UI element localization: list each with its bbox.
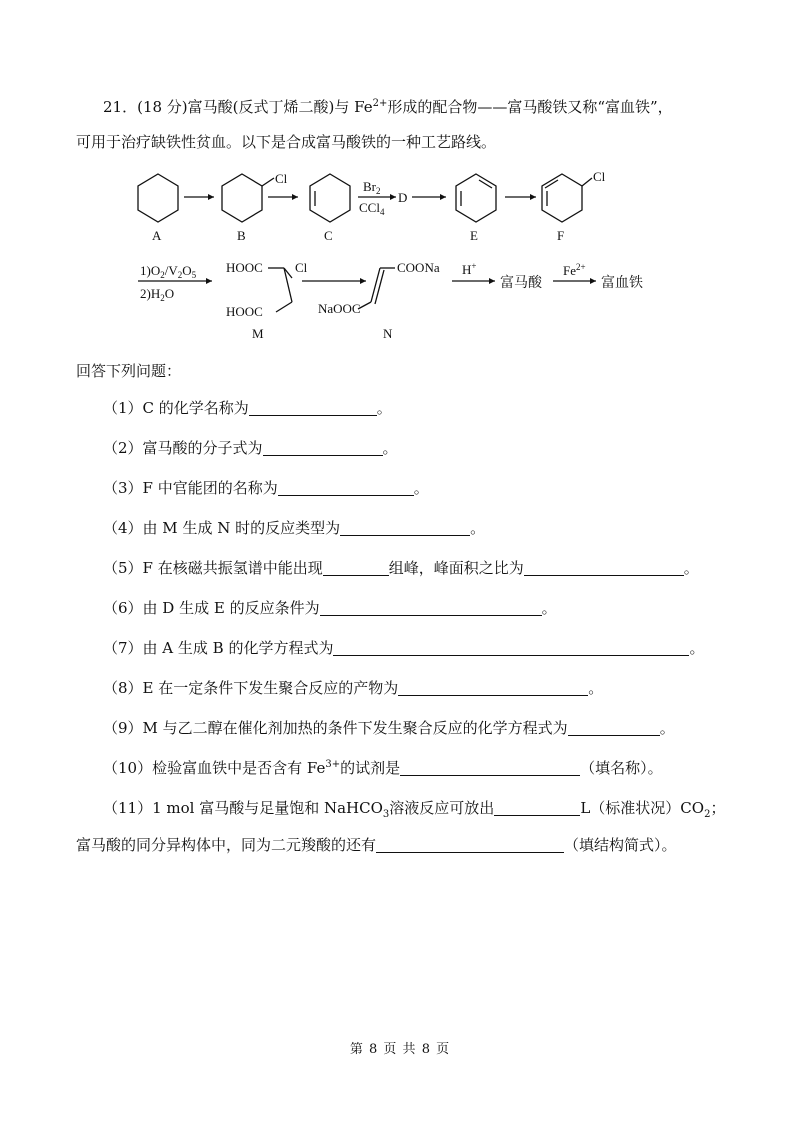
item-1: （1）C 的化学名称为 。 [103, 399, 392, 417]
molecule-a-ring [138, 174, 178, 222]
item-7: （7）由 A 生成 B 的化学方程式为 。 [103, 639, 705, 657]
molecule-m-bond-4 [276, 302, 292, 312]
answer-blank-5b[interactable] [524, 559, 684, 576]
answer-blank-10[interactable] [400, 759, 580, 776]
answer-blank-9[interactable] [568, 719, 660, 736]
item-3: （3）F 中官能团的名称为 。 [103, 479, 429, 497]
item-4: （4）由 M 生成 N 时的反应类型为 。 [103, 519, 486, 537]
label-f: F [557, 228, 565, 243]
reagent-ccl4: CCl$_4$ [359, 200, 385, 217]
label-c: C [324, 228, 333, 243]
label-a: A [152, 228, 162, 243]
reagent-h2o: $2)H_2O$ [140, 286, 175, 303]
molecule-m-cl: Cl [295, 260, 308, 275]
item-11-line2: 富马酸的同分异构体中，同为二元羧酸的还有 （填结构简式）。 [76, 836, 677, 854]
answer-blank-11a[interactable] [494, 799, 580, 816]
answer-blank-7[interactable] [333, 639, 689, 656]
reagent-o2-v2o5: $1)O_2/V_2O_5$ [140, 263, 197, 280]
answer-blank-11b[interactable] [376, 836, 564, 853]
question-intro-line2: 可用于治疗缺铁性贫血。以下是合成富马酸铁的一种工艺路线。 [76, 133, 497, 151]
molecule-m-hooc-top: HOOC [226, 260, 263, 275]
item-11: （11）1 mol 富马酸与足量饱和 NaHCO$_3$溶液反应可放出 L（标准状况）$CO_2$； [103, 799, 726, 820]
product-label: 富血铁 [601, 275, 643, 291]
answer-blank-6[interactable] [320, 599, 542, 616]
answer-blank-5a[interactable] [323, 559, 389, 576]
molecule-f-double-bond-2 [545, 180, 558, 188]
molecule-b-ring [222, 174, 262, 222]
molecule-c-ring [310, 174, 350, 222]
answer-prompt: 回答下列问题： [76, 362, 182, 380]
molecule-n-coona: COONa [397, 260, 440, 275]
molecule-b-cl-bond [262, 178, 274, 186]
item-2: （2）富马酸的分子式为 。 [103, 439, 398, 457]
molecule-n-naooc: NaOOC [318, 301, 361, 316]
label-m: M [252, 326, 264, 341]
label-b: B [237, 228, 246, 243]
item-9: （9）M 与乙二醇在催化剂加热的条件下发生聚合反应的化学方程式为 。 [103, 719, 675, 737]
molecule-n-double-bond-a [371, 268, 380, 302]
item-10: （10）检验富血铁中是否含有 $Fe^{3+}$的试剂是 （填名称）。 [103, 759, 663, 777]
molecule-e-double-bond-2 [479, 180, 492, 188]
fumaric-acid-label: 富马酸 [500, 275, 542, 291]
cl-on-b: Cl [275, 171, 288, 186]
cl-on-f: Cl [593, 169, 606, 184]
molecule-m-hooc-bottom: HOOC [226, 304, 263, 319]
item-5: （5）F 在核磁共振氢谱中能出现 组峰，峰面积之比为 。 [103, 559, 699, 577]
intro-charge: 2+ [372, 98, 388, 109]
item-6: （6）由 D 生成 E 的反应条件为 。 [103, 599, 557, 617]
answer-blank-3[interactable] [278, 479, 414, 496]
answer-blank-4[interactable] [340, 519, 470, 536]
label-e: E [470, 228, 478, 243]
intro-text-a: 21．(18 分)富马酸(反式丁烯二酸)与 Fe [103, 98, 373, 116]
answer-blank-1[interactable] [249, 399, 377, 416]
answer-blank-8[interactable] [398, 679, 588, 696]
molecule-f-cl-bond [582, 178, 592, 186]
molecule-f-ring [542, 174, 582, 222]
label-n: N [383, 326, 393, 341]
reagent-h-plus: H+ [462, 261, 477, 277]
reagent-br2: $Br_2$ [363, 179, 381, 196]
item-8: （8）E 在一定条件下发生聚合反应的产物为 。 [103, 679, 604, 697]
synthesis-scheme [0, 0, 800, 360]
molecule-e-ring [456, 174, 496, 222]
reagent-fe2: $Fe^{2+}$ [563, 262, 586, 278]
answer-blank-2[interactable] [263, 439, 383, 456]
page-footer: 第 8 页 共 8 页 [349, 1042, 451, 1057]
molecule-n-double-bond-b [375, 270, 384, 304]
intro-text-b: 形成的配合物——富马酸铁又称“富血铁”， [387, 98, 673, 116]
label-d: D [398, 190, 408, 205]
